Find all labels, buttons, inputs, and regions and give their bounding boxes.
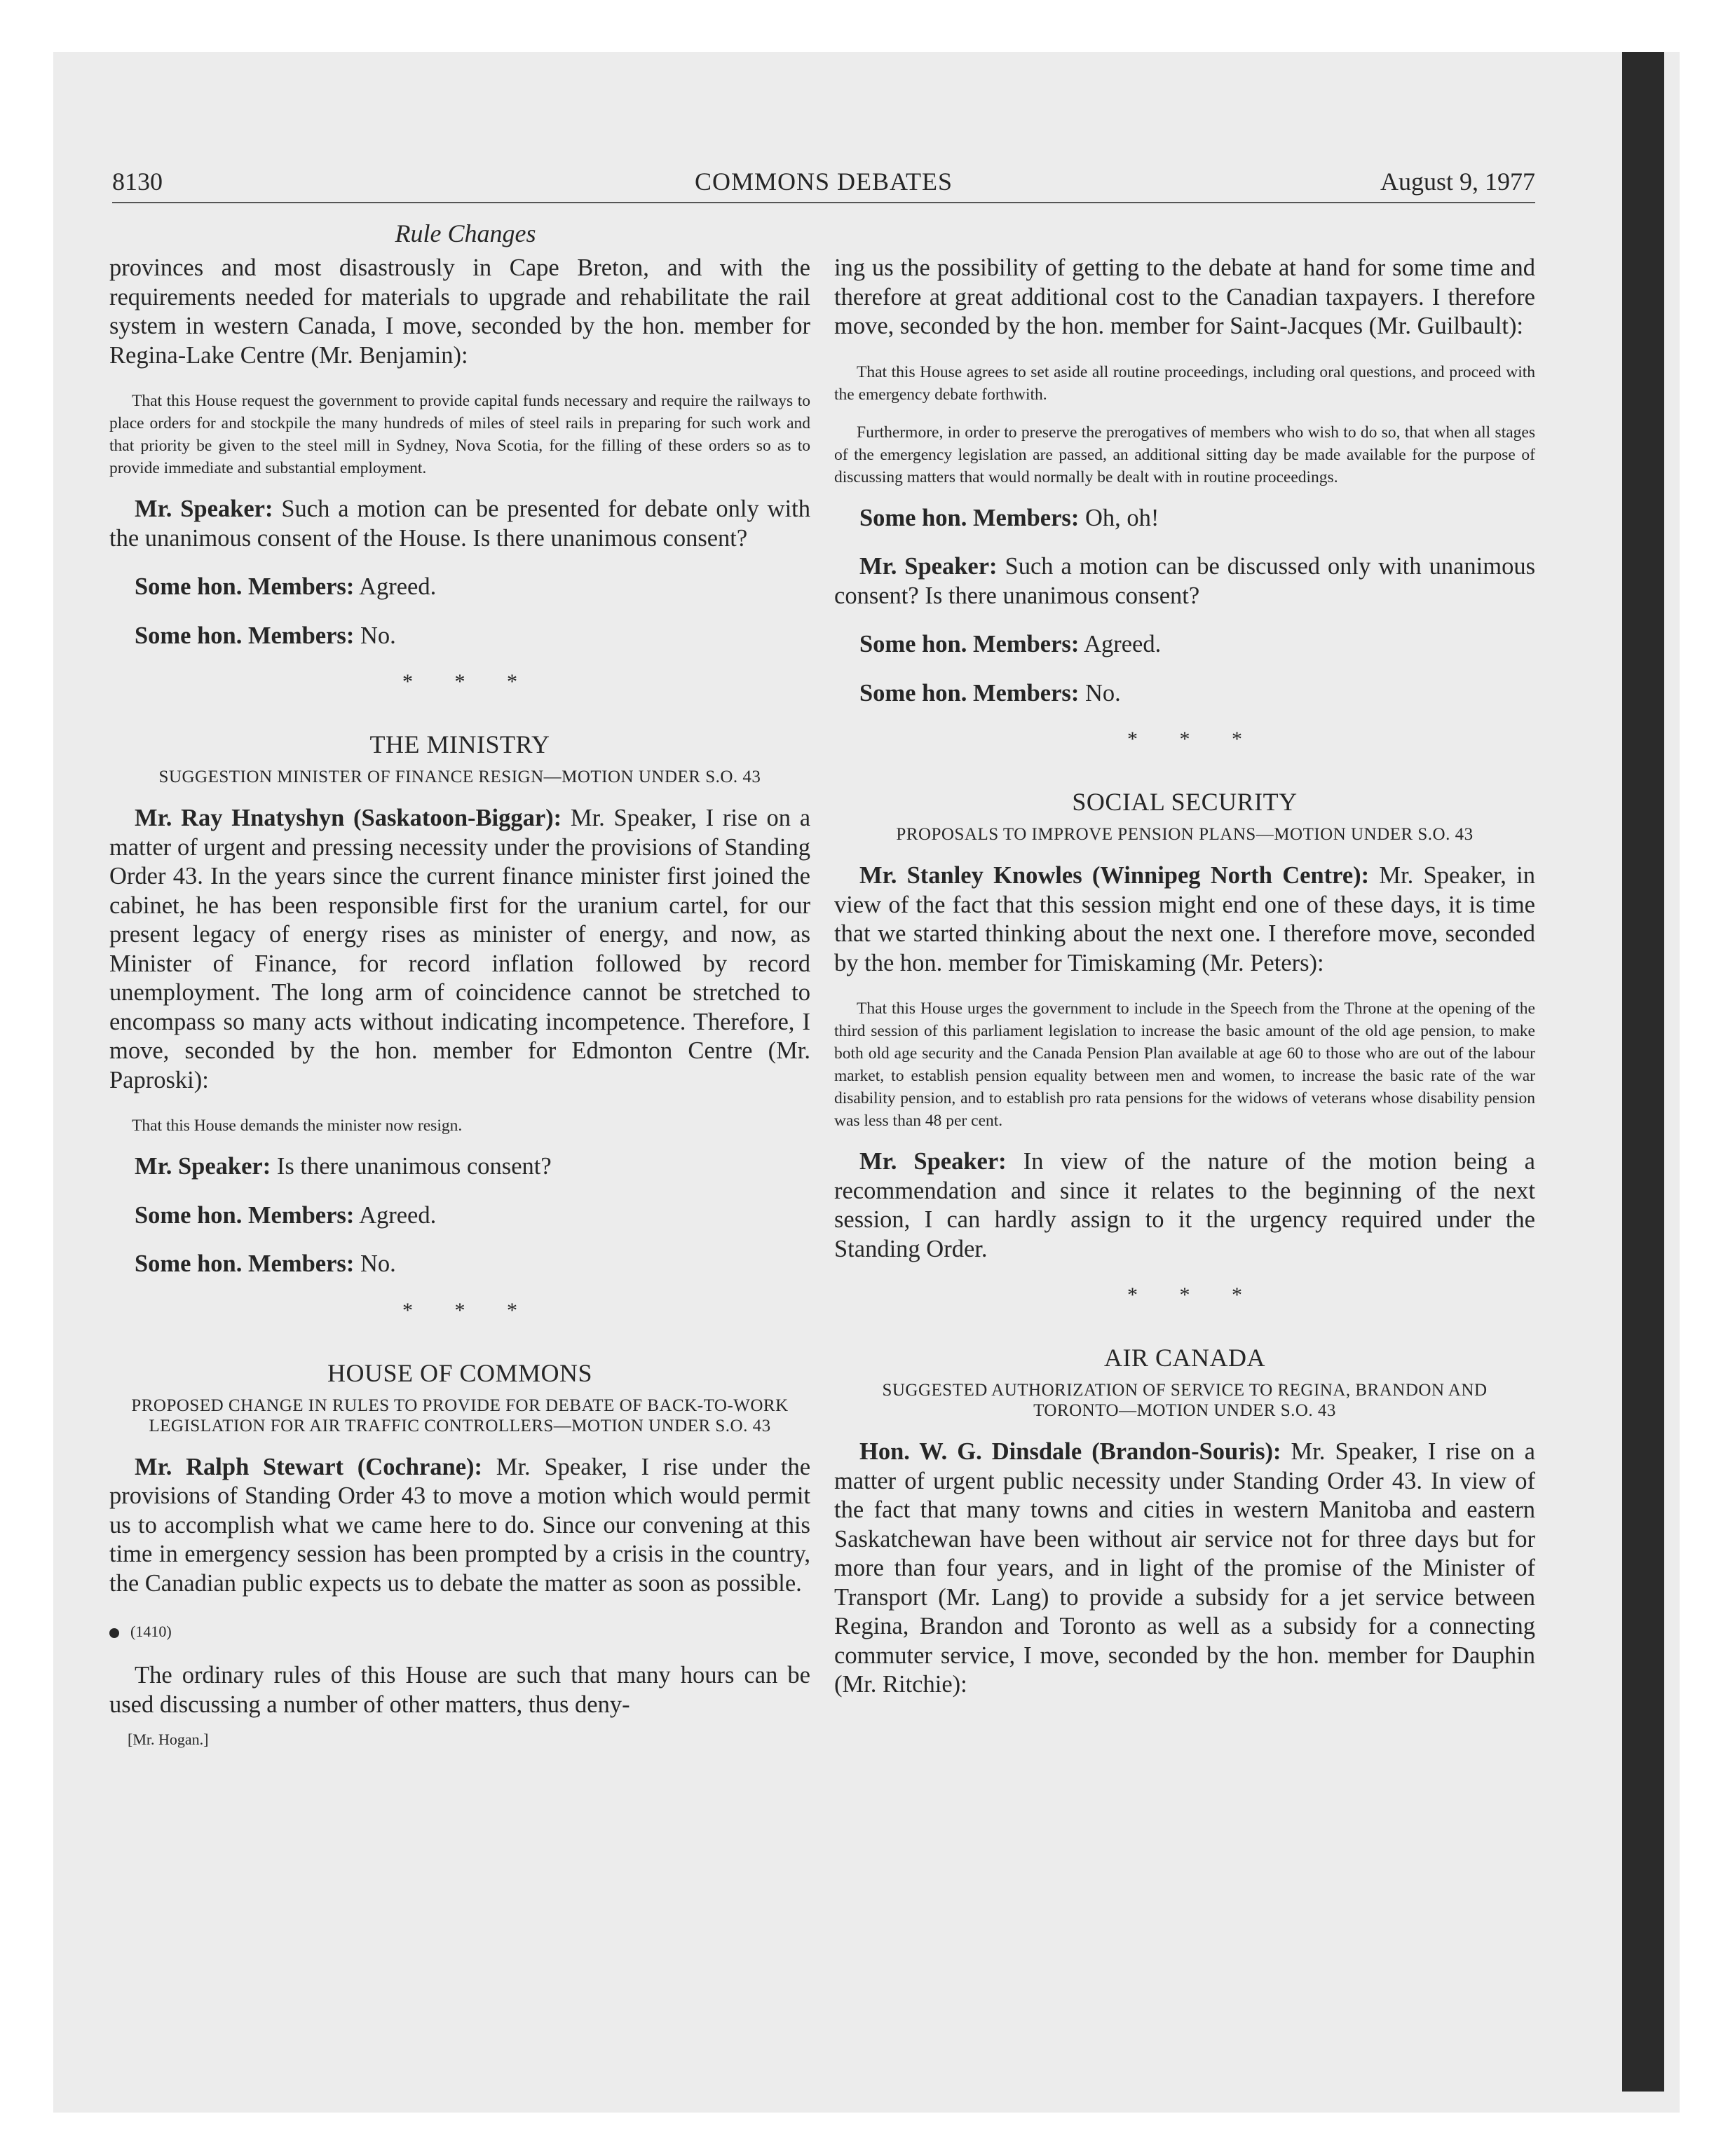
motion-text: That this House demands the minister now resign.: [132, 1117, 463, 1135]
speaker-name: Mr. Speaker:: [859, 1148, 1007, 1175]
speaker-name: Mr. Speaker:: [135, 496, 273, 522]
page-edge-shadow: [1622, 52, 1664, 2092]
statement-text: Such a motion can be discussed only with unanimous consent? Is there unanimous consent?: [834, 553, 1536, 609]
time-marker-text: (1410): [130, 1623, 172, 1640]
section-separator: * * *: [402, 1298, 536, 1322]
speaker-statement: [834, 1147, 1535, 1264]
speaker-name: Some hon. Members:: [135, 573, 355, 600]
speech-paragraph: [834, 1438, 1535, 1700]
members-reply: [109, 1201, 810, 1231]
statement-text: Mr. Speaker, in view of the fact that this session might end one of these days, it is time that we started thinking about the next one. I therefore move, seconded by the hon. member for Timiskaming (Mr. Peters):: [834, 862, 1535, 976]
section-rubric: Rule Changes: [395, 219, 536, 247]
speaker-name: Mr. Ray Hnatyshyn (Saskatoon-Biggar):: [135, 805, 562, 831]
statement-text: Mr. Speaker, I rise on a matter of urgent and pressing necessity under the provisions of Standing Order 43. In the years since the current finance minister first joined the cabinet, he has been responsible first for the uranium cartel, for our present legacy of energy rises as minister of energy, and now, as Minister of Finance, for record inflation followed by record unemployment. The long arm of coincidence cannot be stretched to encompass so many acts without indicating incompetence. Therefore, I move, seconded by the hon. member for Edmonton Centre (Mr. Paproski):: [109, 805, 811, 1093]
members-reply: [834, 630, 1535, 660]
continuation-paragraph: The ordinary rules of this House are such that many hours can be used discussing a number of other matters, thus deny-: [109, 1662, 810, 1718]
speaker-name: Mr. Stanley Knowles (Winnipeg North Centre):: [859, 862, 1370, 889]
speaker-statement: [834, 552, 1535, 610]
speaker-name: Some hon. Members:: [859, 504, 1080, 531]
speaker-name: Hon. W. G. Dinsdale (Brandon-Souris):: [859, 1438, 1281, 1465]
section-heading: HOUSE OF COMMONS: [327, 1358, 593, 1387]
section-separator: * * *: [1127, 728, 1260, 751]
statement-text: In view of the nature of the motion being a recommendation and since it relates to the beginning of the next session, I can hardly assign to it the urgency required under the Standing Order.: [834, 1148, 1535, 1262]
time-marker: [109, 1618, 810, 1646]
motion-text: Furthermore, in order to preserve the prerogatives of members who wish to do so, that when all stages of the emergency legislation are passed, an additional sitting day be made available for the purpose of discussing matters that would normally be dealt with in routine proceedings.: [834, 423, 1535, 486]
statement-text: Mr. Speaker, I rise on a matter of urgent public necessity under Standing Order 43. In view of the fact that many towns and cities in western Manitoba and eastern Saskatchewan have been without air service not for three days but for more than four years, and in light of the promise of the Minister of Transport (Mr. Lang) to provide a subsidy for a jet service between Regina, Brandon and Toronto as well as a subsidy for a connecting commuter service, I move, seconded by the hon. member for Dauphin (Mr. Ritchie):: [834, 1438, 1535, 1698]
page-number: 8130: [112, 168, 163, 196]
statement-text: No.: [1079, 679, 1121, 707]
speaker-name: Some hon. Members:: [135, 1201, 355, 1229]
speech-paragraph: [109, 1453, 810, 1599]
motion-text: That this House request the government to provide capital funds necessary and require the railways to place orders for and stockpile the many hundreds of miles of steel rails in preparing for such work and that priority be given to the steel mill in Sydney, Nova Scotia, for the filling of these orders so as to provide immediate and substantial employment.: [109, 392, 810, 477]
speaker-name: Mr. Speaker:: [135, 1153, 271, 1180]
section-subheading: SUGGESTED AUTHORIZATION OF SERVICE TO REGINA, BRANDON AND TORONTO—MOTION UNDER S.O. 43: [882, 1381, 1488, 1420]
motion-text: That this House urges the government to include in the Speech from the Throne at the opening of the third session of this parliament legislation to increase the basic amount of the old age pension, to make both old age security and the Canada Pension Plan available at age 60 to those who are out of the labour market, to establish pension equality between men and women, to increase the basic rate of the war disability pension, and to establish pro rata pensions for the widows of veterans whose disability pension was less than 48 per cent.: [834, 999, 1535, 1130]
section-heading: SOCIAL SECURITY: [1072, 788, 1298, 816]
publication-title: COMMONS DEBATES: [694, 168, 953, 196]
motion-text: That this House agrees to set aside all routine proceedings, including oral questions, and proceed with the emergency debate forthwith.: [834, 362, 1535, 404]
speaker-name: Some hon. Members:: [859, 679, 1080, 707]
page-header: [112, 165, 1535, 203]
section-subheading: PROPOSED CHANGE IN RULES TO PROVIDE FOR DEBATE OF BACK-TO-WORK LEGISLATION FOR AIR TRAFFIC CONTROLLERS—MOTION UNDER S.O. 43: [131, 1396, 789, 1435]
section-subheading: SUGGESTION MINISTER OF FINANCE RESIGN—MOTION UNDER S.O. 43: [158, 767, 761, 786]
speaker-name: Mr. Speaker:: [859, 553, 998, 580]
bullet-icon: [109, 1628, 119, 1638]
statement-text: Agreed.: [354, 1201, 437, 1229]
statement-text: No.: [354, 622, 396, 649]
section-separator: * * *: [1127, 1283, 1260, 1306]
speaker-attribution: [Mr. Hogan.]: [128, 1731, 209, 1748]
speaker-statement: [109, 1152, 810, 1182]
statement-text: Such a motion can be presented for debate only with the unanimous consent of the House. Is there unanimous consent?: [109, 496, 810, 552]
members-reply: [109, 622, 810, 651]
members-reply: [834, 504, 1535, 533]
speech-paragraph: [109, 804, 810, 1095]
intro-paragraph: provinces and most disastrously in Cape Breton, and with the requirements needed for materials to upgrade and rehabilitate the rail system in western Canada, I move, seconded by the hon. member for Regina-Lake Centre (Mr. Benjamin):: [109, 254, 810, 369]
speaker-statement: [109, 495, 810, 553]
statement-text: Is there unanimous consent?: [271, 1153, 552, 1180]
section-subheading: PROPOSALS TO IMPROVE PENSION PLANS—MOTION UNDER S.O. 43: [896, 825, 1474, 844]
continuation-paragraph: ing us the possibility of getting to the debate at hand for some time and therefore at great additional cost to the Canadian taxpayers. I therefore move, seconded by the hon. member for Saint-Jacques (Mr. Guilbault):: [834, 254, 1535, 339]
speech-paragraph: [834, 861, 1535, 978]
speaker-name: Mr. Ralph Stewart (Cochrane):: [135, 1453, 482, 1480]
statement-text: Agreed.: [354, 573, 437, 600]
section-heading: THE MINISTRY: [369, 730, 550, 758]
members-reply: [109, 1250, 810, 1279]
statement-text: Mr. Speaker, I rise under the provisions of Standing Order 43 to move a motion which would permit us to accomplish what we came here to do. Since our convening at this time in emergency session has been prompted by a crisis in the country, the Canadian public expects us to debate the matter as soon as possible.: [109, 1453, 811, 1597]
statement-text: Agreed.: [1079, 631, 1162, 657]
members-reply: [109, 573, 810, 602]
members-reply: [834, 679, 1535, 709]
right-column: [834, 254, 1535, 1719]
statement-text: No.: [354, 1250, 396, 1277]
left-column: [109, 254, 810, 1750]
speaker-name: Some hon. Members:: [859, 631, 1080, 657]
statement-text: Oh, oh!: [1079, 504, 1159, 531]
speaker-name: Some hon. Members:: [135, 1250, 355, 1277]
section-separator: * * *: [402, 670, 536, 693]
section-heading: AIR CANADA: [1104, 1344, 1265, 1372]
publication-date: August 9, 1977: [1380, 168, 1535, 196]
speaker-name: Some hon. Members:: [135, 622, 355, 649]
